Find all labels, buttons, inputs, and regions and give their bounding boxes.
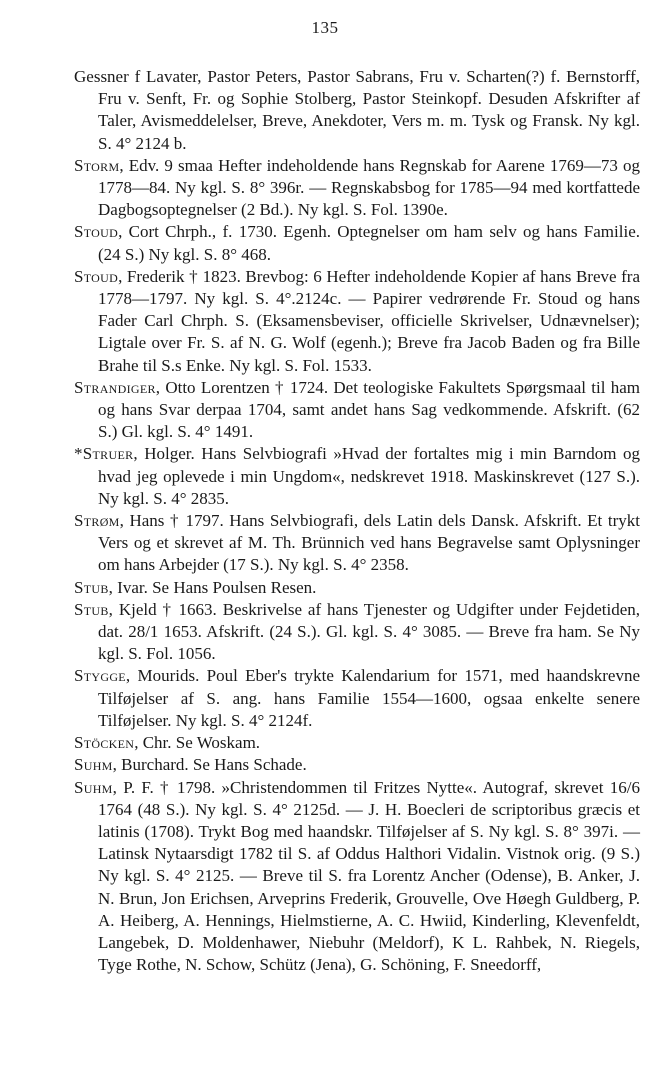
page-number: 135 [311,18,339,37]
entry-text: , Holger. Hans Selvbiografi »Hvad der fortaltes mig i min Barndom og hvad jeg oplevede i min Ungdom«, nedskrevet 1918. Maskinskrevet (127 S.). Ny kgl. S. 4° 2835. [98,444,640,508]
entry-text: Gessner f Lavater, Pastor Peters, Pastor Sabrans, Fru v. Scharten(?) f. Bernstorff, Fru v. Senft, Fr. og Sophie Stolberg, Pastor Steinkopf. Desuden Afskrifter af Taler, Avismeddelelser, Breve, Anekdoter, Vers m. m. Tysk og Fransk. Ny kgl. S. 4° 2124 b. [74,67,640,153]
catalog-entry [74,732,640,754]
catalog-entry [74,443,640,510]
entry-head: Strandiger [74,377,156,397]
entry-text: , Burchard. Se Hans Schade. [112,755,307,775]
catalog-entry [74,266,640,377]
entry-text: , Hans † 1797. Hans Selvbiografi, dels Latin dels Dansk. Afskrift. Et trykt Vers og et skrevet af M. Th. Brünnich ved hans Begravelse samt Oplysninger om hans Arbejder (17 S.). Ny kgl. S. 4° 2358. [98,511,640,575]
catalog-entry [74,577,640,599]
catalog-entry [74,66,640,155]
entry-text: , P. F. † 1798. »Christendommen til Fritzes Nytte«. Autograf, skrevet 16/6 1764 (48 S.). Ny kgl. S. 4° 2125d. — J. H. Boecleri de scriptoribus græcis et latinis (1708). Trykt Bog med haandskr. Tilføjelser af S. Ny kgl. S. 8° 397i. — Latinsk Nytaarsdigt 1782 til S. af Oddus Halthori Vidalin. Vistnok orig. (9 S.) Ny kgl. S. 4° 2125. — Breve til S. fra Lorentz Ancher (Odense), B. Anker, J. N. Brun, Jon Erichsen, Arveprins Frederik, Grouvelle, Ove Høegh Guldberg, P. A. Heiberg, A. Hennings, Hielmstierne, A. C. Hwiid, Kinderling, Klevenfeldt, Langebek, D. Moldenhawer, Niebuhr (Meldorf), K L. Rahbek, N. Riegels, Tyge Rothe, N. Schow, Schütz (Jena), G. Schöning, F. Sneedorff, [98,777,640,975]
entry-text: , Chr. Se Woskam. [134,733,261,753]
entry-head: *Struer [74,444,134,464]
entry-text: , Ivar. Se Hans Poulsen Resen. [108,577,317,597]
catalog-entry [74,599,640,666]
entry-head: Stub [74,599,109,619]
entry-text: , Frederik † 1823. Brevbog: 6 Hefter indeholdende Kopier af hans Breve fra 1778—1797. Ny kgl. S. 4°.2124c. — Papirer vedrørende Fr. Stoud og hans Fader Carl Chrph. S. (Eksamensbeviser, officielle Skrivelser, Udnævnelser); Ligtale over Fr. S. af N. G. Wolf (egenh.); Breve fra Jacob Baden og fra Bille Brahe til S.s Enke. Ny kgl. S. Fol. 1533. [98,266,640,375]
entry-text: , Cort Chrph., f. 1730. Egenh. Optegnelser om ham selv og hans Familie. (24 S.) Ny kgl. S. 8° 468. [98,222,640,264]
entry-head: Storm [74,155,120,175]
entry-text: , Edv. 9 smaa Hefter indeholdende hans Regnskab for Aarene 1769—73 og 1778—84. Ny kgl. S. 8° 396r. — Regnskabsbog for 1785—94 med kortfattede Dagbogsoptegnelser (2 Bd.). Ny kgl. S. Fol. 1390e. [98,155,640,220]
entry-head: Suhm [74,777,113,797]
entry-head: Stygge [74,666,126,686]
catalog-entry [74,510,640,577]
catalog-entry [74,221,640,265]
entry-text: , Otto Lorentzen † 1724. Det teologiske Fakultets Spørgsmaal til ham og hans Svar derpaa 1704, samt andet hans Sag vedkommende. Afskrift. (62 S.) Gl. kgl. S. 4° 1491. [98,377,640,442]
entry-head: Strøm [74,511,120,531]
entry-head: Stoud [74,222,119,242]
catalog-entry [74,665,640,732]
catalog-entry [74,777,640,977]
catalog-entry [74,155,640,222]
entry-head: Stöcken [74,733,135,753]
catalog-entry [74,754,640,776]
catalog-entry [74,377,640,444]
entry-text: , Mourids. Poul Eber's trykte Kalendarium for 1571, med haandskrevne Tilføjelser af S. ang. hans Familie 1554—1600, ogsaa enkelte senere Tilføjelser. Ny kgl. S. 4° 2124f. [98,666,640,730]
entry-text: , Kjeld † 1663. Beskrivelse af hans Tjenester og Udgifter under Fejdetiden, dat. 28/1 1653. Afskrift. (24 S.). Gl. kgl. S. 4° 3085. — Breve fra ham. Se Ny kgl. S. Fol. 1056. [98,599,640,664]
entry-head: Stub [74,577,109,597]
entry-head: Stoud [74,266,119,286]
entry-head: Suhm [74,755,113,775]
catalog-entries [74,66,640,976]
